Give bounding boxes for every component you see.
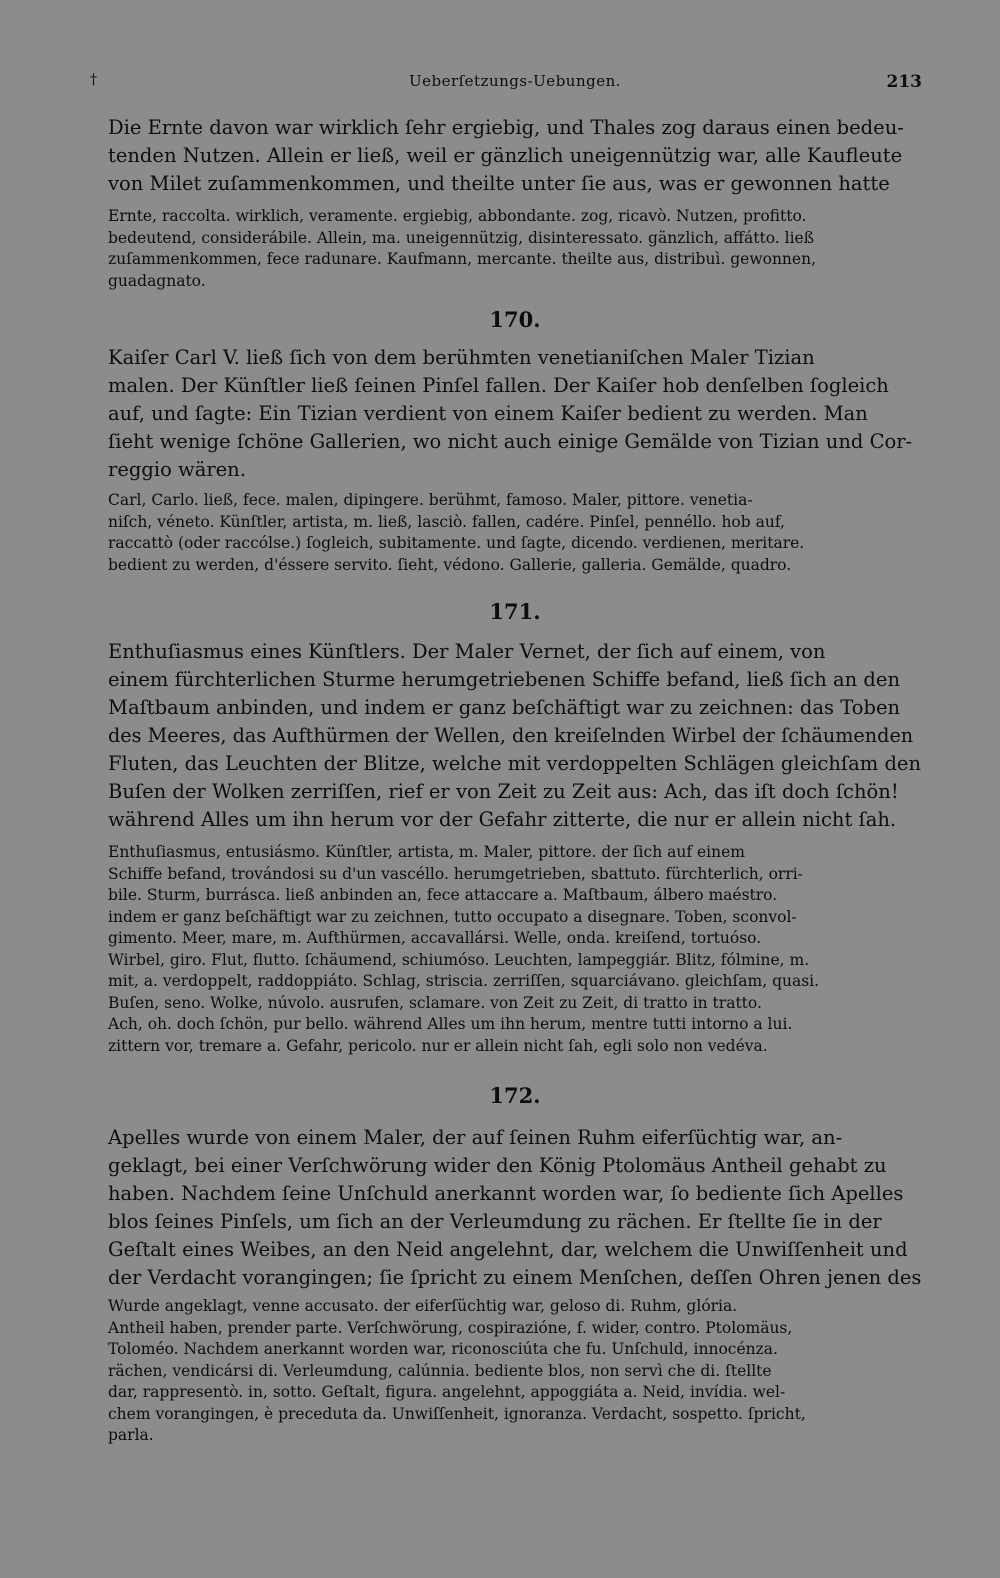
text-line: auf, und ſagte: Ein Tizian verdient von einem Kaiſer bedient zu werden. Man bbox=[108, 402, 868, 425]
text-line: Kaiſer Carl V. ließ ſich von dem berühmten venetianiſchen Maler Tizian bbox=[108, 346, 815, 369]
text-line: blos ſeines Pinſels, um ſich an der Verleumdung zu rächen. Er ſtellte ſie in der bbox=[108, 1210, 882, 1233]
exercise-number-171: 171. bbox=[489, 599, 541, 624]
vocab-line: Schiffe befand, trovándosi su d'un vascéllo. herumgetrieben, sbattuto. fürchterlich, orri- bbox=[108, 864, 803, 883]
vocab-line: guadagnato. bbox=[108, 271, 206, 290]
vocab-line: Toloméo. Nachdem anerkannt worden war, riconosciúta che fu. Unſchuld, innocénza. bbox=[108, 1340, 778, 1358]
exercise-172-text bbox=[108, 1124, 922, 1292]
text-line: Die Ernte davon war wirklich ſehr ergiebig, und Thales zog daraus einen bedeu- bbox=[108, 116, 904, 139]
vocab-line: zittern vor, tremare a. Gefahr, pericolo. nur er allein nicht ſah, egli solo non vedéva. bbox=[108, 1036, 768, 1055]
exercise-170-text bbox=[108, 344, 922, 484]
text-line: haben. Nachdem ſeine Unſchuld anerkannt worden war, ſo bediente ſich Apelles bbox=[108, 1182, 904, 1205]
exercise-number-170: 170. bbox=[489, 307, 541, 332]
exercise-169-text bbox=[108, 114, 922, 198]
text-line: Buſen der Wolken zerriſſen, rief er von Zeit zu Zeit aus: Ach, das iſt doch ſchön! bbox=[108, 780, 899, 803]
text-line: Fluten, das Leuchten der Blitze, welche mit verdoppelten Schlägen gleichſam den bbox=[108, 752, 922, 775]
text-line: Geſtalt eines Weibes, an den Neid angelehnt, dar, welchem die Unwiſſenheit und bbox=[108, 1238, 908, 1261]
vocab-line: Carl, Carlo. ließ, fece. malen, dipingere. berühmt, famoso. Maler, pittore. venetia- bbox=[108, 491, 753, 509]
text-line: Enthuſiasmus eines Künſtlers. Der Maler Vernet, der ſich auf einem, von bbox=[108, 640, 826, 663]
vocab-line: Wirbel, giro. Flut, flutto. ſchäumend, schiumóso. Leuchten, lampeggiár. Blitz, fólmine, m. bbox=[108, 950, 810, 969]
exercise-number-172: 172. bbox=[489, 1083, 541, 1108]
vocab-line: gimento. Meer, mare, m. Aufthürmen, accavallársi. Welle, onda. kreiſend, tortuóso. bbox=[108, 929, 762, 947]
vocab-line: mit, a. verdoppelt, raddoppiáto. Schlag, striscia. zerriſſen, squarciávano. gleichſam, quasi. bbox=[108, 972, 820, 990]
running-header bbox=[90, 72, 922, 100]
exercise-171-text bbox=[108, 638, 922, 834]
vocab-line: dar, rappresentò. in, sotto. Geſtalt, figura. angelehnt, appoggiáta a. Neid, invídia. wel- bbox=[108, 1383, 786, 1401]
vocab-line: Enthuſiasmus, entusiásmo. Künſtler, artista, m. Maler, pittore. der ſich auf einem bbox=[108, 843, 745, 861]
vocab-line: bedient zu werden, d'éssere servito. ſieht, védono. Gallerie, galleria. Gemälde, quadro. bbox=[108, 555, 792, 574]
text-line: ſieht wenige ſchöne Gallerien, wo nicht auch einige Gemälde von Tizian und Cor- bbox=[108, 430, 913, 453]
vocab-line: Antheil haben, prender parte. Verſchwörung, cospirazióne, f. wider, contro. Ptolomäus, bbox=[108, 1318, 793, 1337]
exercise-169-vocabulary bbox=[108, 206, 922, 292]
vocab-line: rächen, vendicársi di. Verleumdung, calúnnia. bediente blos, non servì che di. ſtellte bbox=[108, 1361, 772, 1380]
vocab-line: bile. Sturm, burrásca. ließ anbinden an, fece attaccare a. Maſtbaum, álbero maéstro. bbox=[108, 886, 778, 904]
text-line: von Milet zuſammenkommen, und theilte unter ſie aus, was er gewonnen hatte bbox=[108, 172, 890, 195]
vocab-line: Ernte, raccolta. wirklich, veramente. ergiebig, abbondante. zog, ricavò. Nutzen, profitto. bbox=[108, 207, 807, 225]
exercise-172-vocabulary bbox=[108, 1296, 922, 1447]
text-line: reggio wären. bbox=[108, 458, 246, 481]
text-line: während Alles um ihn herum vor der Gefahr zitterte, die nur er allein nicht ſah. bbox=[108, 808, 897, 831]
text-line: der Verdacht vorangingen; ſie ſpricht zu einem Menſchen, deſſen Ohren jenen des bbox=[108, 1266, 922, 1289]
vocab-line: Buſen, seno. Wolke, núvolo. ausrufen, sclamare. von Zeit zu Zeit, di tratto in tratto. bbox=[108, 993, 762, 1012]
text-line: malen. Der Künſtler ließ ſeinen Pinſel fallen. Der Kaiſer hob denſelben ſogleich bbox=[108, 374, 889, 397]
vocab-line: chem vorangingen, è preceduta da. Unwiſſenheit, ignoranza. Verdacht, sospetto. ſpricht, bbox=[108, 1404, 806, 1423]
vocab-line: Wurde angeklagt, venne accusato. der eiferſüchtig war, geloso di. Ruhm, glória. bbox=[108, 1297, 738, 1315]
text-line: Maſtbaum anbinden, und indem er ganz beſchäftigt war zu zeichnen: das Toben bbox=[108, 696, 901, 719]
exercise-170-vocabulary bbox=[108, 490, 922, 576]
margin-mark: † bbox=[90, 72, 97, 88]
text-line: Apelles wurde von einem Maler, der auf ſeinen Ruhm eiferſüchtig war, an- bbox=[108, 1126, 843, 1149]
running-title: Ueberſetzungs-Uebungen. bbox=[408, 72, 622, 90]
page-number: 213 bbox=[886, 72, 922, 92]
exercise-171-vocabulary bbox=[108, 842, 922, 1057]
vocab-line: bedeutend, considerábile. Allein, ma. uneigennützig, disinteressato. gänzlich, affátto. ließ bbox=[108, 228, 815, 247]
vocab-line: niſch, véneto. Künſtler, artista, m. ließ, lasciò. fallen, cadére. Pinſel, pennéllo. hob auf, bbox=[108, 512, 785, 531]
text-line: einem fürchterlichen Sturme herumgetriebenen Schiffe befand, ließ ſich an den bbox=[108, 668, 901, 691]
vocab-line: indem er ganz beſchäftigt war zu zeichnen, tutto occupato a disegnare. Toben, sconvol- bbox=[108, 907, 797, 926]
text-line: tenden Nutzen. Allein er ließ, weil er gänzlich uneigennützig war, alle Kaufleute bbox=[108, 144, 903, 167]
vocab-line: parla. bbox=[108, 1426, 154, 1444]
vocab-line: raccattò (oder raccólse.) ſogleich, subitamente. und ſagte, dicendo. verdienen, meritare. bbox=[108, 534, 805, 552]
text-line: des Meeres, das Aufthürmen der Wellen, den kreiſelnden Wirbel der ſchäumenden bbox=[108, 724, 914, 747]
vocab-line: zuſammenkommen, fece radunare. Kaufmann, mercante. theilte aus, distribuì. gewonnen, bbox=[108, 250, 816, 268]
text-line: geklagt, bei einer Verſchwörung wider den König Ptolomäus Antheil gehabt zu bbox=[108, 1154, 887, 1177]
vocab-line: Ach, oh. doch ſchön, pur bello. während Alles um ihn herum, mentre tutti intorno a lui. bbox=[108, 1015, 793, 1033]
